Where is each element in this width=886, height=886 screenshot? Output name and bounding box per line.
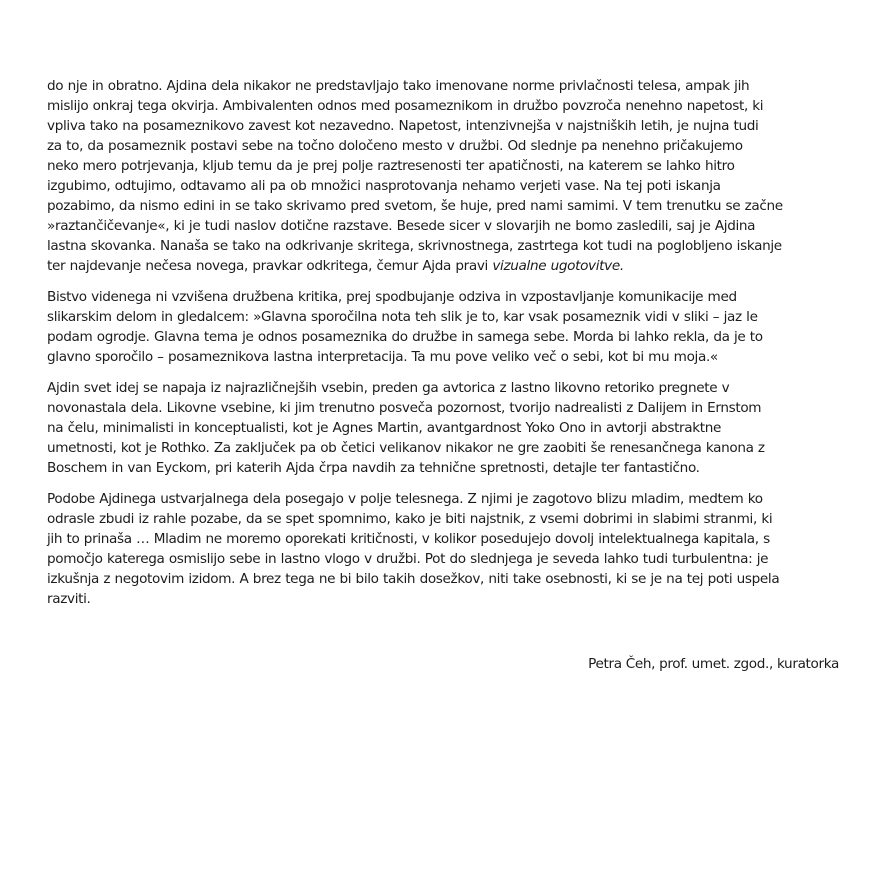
text-line: odrasle zbudi iz rahle pozabe, da se spet spomnimo, kako je biti najstnik, z vsemi dobrimi in slabimi stranmi, ki xyxy=(47,511,773,527)
italic-phrase: vizualne ugotovitve. xyxy=(492,258,624,274)
text-line: pozabimo, da nismo edini in se tako skrivamo pred svetom, še huje, pred nami samimi. V tem trenutku se začne xyxy=(47,198,783,214)
text-line: lastna skovanka. Nanaša se tako na odkrivanje skritega, skrivnostnega, zastrtega kot tudi na poglobljeno iskanje xyxy=(47,238,782,254)
text-line: razviti. xyxy=(47,591,91,607)
text-line: »raztančičevanje«, ki je tudi naslov dotične razstave. Besede sicer v slovarjih ne bomo zasledili, saj je Ajdina xyxy=(47,218,756,234)
text-line: Podobe Ajdinega ustvarjalnega dela posegajo v polje telesnega. Z njimi je zagotovo blizu mladim, medtem ko xyxy=(47,491,763,507)
text-line: podam ogrodje. Glavna tema je odnos posameznika do družbe in samega sebe. Morda bi lahko rekla, da je to xyxy=(47,329,763,345)
text-line: jih to prinaša … Mladim ne moremo oporekati kritičnosti, v kolikor posedujejo dovolj intelektualnega kapitala, s xyxy=(47,531,770,547)
body-text xyxy=(47,76,841,620)
text-line: do nje in obratno. Ajdina dela nikakor ne predstavljajo tako imenovane norme privlačnosti telesa, ampak jih xyxy=(47,78,750,94)
text-line: Boschem in van Eyckom, pri katerih Ajda črpa navdih za tehnične spretnosti, detajle ter fantastično. xyxy=(47,460,700,476)
text-line: na čelu, minimalisti in konceptualisti, kot je Agnes Martin, avantgardnost Yoko Ono in avtorji abstraktne xyxy=(47,420,722,436)
text-line: mislijo onkraj tega okvirja. Ambivalenten odnos med posameznikom in družbo povzroča nenehno napetost, ki xyxy=(47,98,764,114)
author-signature: Petra Čeh, prof. umet. zgod., kuratorka xyxy=(588,656,839,672)
text-line: vpliva tako na posameznikovo zavest kot nezavedno. Napetost, intenzivnejša v najstniških letih, je nujna tudi xyxy=(47,118,759,134)
text-line: pomočjo katerega osmislijo sebe in lastno vlogo v družbi. Pot do slednjega je seveda lahko tudi turbulentna: je xyxy=(47,551,769,567)
paragraph-2 xyxy=(47,287,841,367)
text-line: Ajdin svet idej se napaja iz najrazličnejših vsebin, preden ga avtorica z lastno likovno retoriko pregnete v xyxy=(47,380,730,396)
text-line: izgubimo, odtujimo, odtavamo ali pa ob množici nasprotovanja nehamo verjeti vase. Na tej poti iskanja xyxy=(47,178,721,194)
text-line: izkušnja z negotovim izidom. A brez tega ne bi bilo takih dosežkov, niti take osebnosti, ki se je na tej poti uspela xyxy=(47,571,780,587)
paragraph-4 xyxy=(47,489,841,609)
text-line-start: ter najdevanje nečesa novega, pravkar odkritega, čemur Ajda pravi xyxy=(47,258,493,274)
text-line: umetnosti, kot je Rothko. Za zaključek pa ob četici velikanov nikakor ne gre zaobiti še renesančnega kanona z xyxy=(47,440,765,456)
text-line: neko mero potrjevanja, kljub temu da je prej polje raztresenosti ter apatičnosti, na katerem se lahko hitro xyxy=(47,158,735,174)
paragraph-1 xyxy=(47,76,841,276)
text-line: Bistvo videnega ni vzvišena družbena kritika, prej spodbujanje odziva in vzpostavljanje komunikacije med xyxy=(47,289,737,305)
text-line: slikarskim delom in gledalcem: »Glavna sporočilna nota teh slik je to, kar vsak posameznik vidi v sliki – jaz le xyxy=(47,309,758,325)
text-line: novonastala dela. Likovne vsebine, ki jim trenutno posveča pozornost, tvorijo nadrealisti z Dalijem in Ernstom xyxy=(47,400,762,416)
text-line: glavno sporočilo – posameznikova lastna interpretacija. Ta mu pove veliko več o sebi, kot bi mu moja.« xyxy=(47,349,718,365)
text-line: za to, da posameznik postavi sebe na točno določeno mesto v družbi. Od slednje pa nenehno pričakujemo xyxy=(47,138,743,154)
text-line xyxy=(47,256,841,276)
paragraph-3 xyxy=(47,378,841,478)
